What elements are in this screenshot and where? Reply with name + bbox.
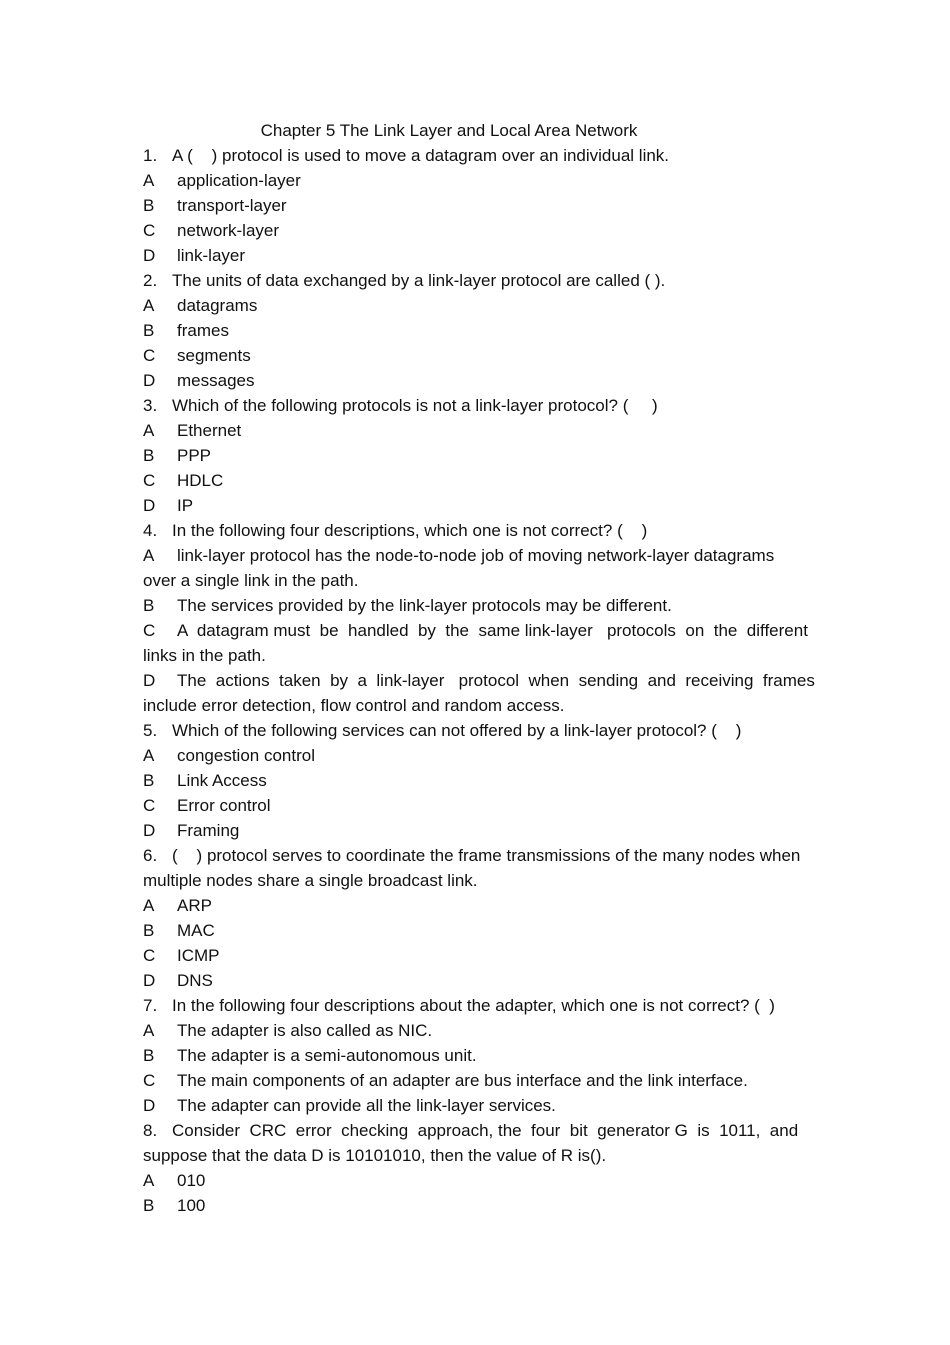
option-c bbox=[143, 793, 811, 818]
question-2 bbox=[143, 268, 811, 393]
question-text-continuation: suppose that the data D is 10101010, then the value of R is(). bbox=[143, 1146, 607, 1165]
question-text: In the following four descriptions, which one is not correct? ( ) bbox=[172, 521, 648, 540]
option-a bbox=[143, 893, 811, 918]
option-letter: C bbox=[143, 221, 156, 240]
option-b bbox=[143, 768, 811, 793]
option-text: congestion control bbox=[177, 746, 315, 765]
option-c bbox=[143, 343, 811, 368]
option-b bbox=[143, 918, 811, 943]
option-d bbox=[143, 493, 811, 518]
question-4 bbox=[143, 518, 815, 718]
option-a bbox=[143, 418, 811, 443]
question-text: In the following four descriptions about the adapter, which one is not correct? ( ) bbox=[172, 996, 775, 1015]
option-a bbox=[143, 1018, 811, 1043]
question-number: 4. bbox=[143, 521, 158, 540]
option-letter: D bbox=[143, 496, 156, 515]
option-c bbox=[143, 618, 811, 643]
question-3 bbox=[143, 393, 811, 518]
question-7 bbox=[143, 993, 811, 1118]
option-letter: B bbox=[143, 1196, 155, 1215]
question-number: 6. bbox=[143, 846, 158, 865]
option-text: The adapter can provide all the link-layer services. bbox=[177, 1096, 556, 1115]
question-list bbox=[143, 143, 815, 1218]
option-letter: D bbox=[143, 971, 156, 990]
option-text: A datagram must be handled by the same link-layer protocols on the different bbox=[177, 621, 808, 640]
option-letter: A bbox=[143, 1171, 155, 1190]
question-text: Which of the following protocols is not a link-layer protocol? ( ) bbox=[172, 396, 658, 415]
option-d bbox=[143, 668, 815, 693]
document-page bbox=[143, 118, 815, 1218]
option-text-continuation: include error detection, flow control and random access. bbox=[143, 696, 565, 715]
option-text: messages bbox=[177, 371, 255, 390]
question-number: 8. bbox=[143, 1121, 158, 1140]
question-stem bbox=[143, 268, 811, 293]
option-text: Error control bbox=[177, 796, 271, 815]
option-text: Link Access bbox=[177, 771, 267, 790]
question-number: 5. bbox=[143, 721, 158, 740]
option-letter: A bbox=[143, 421, 155, 440]
option-text: The adapter is a semi-autonomous unit. bbox=[177, 1046, 477, 1065]
option-letter: A bbox=[143, 296, 155, 315]
option-b bbox=[143, 193, 811, 218]
question-text: A ( ) protocol is used to move a datagram over an individual link. bbox=[172, 146, 670, 165]
question-stem bbox=[143, 843, 811, 868]
option-text: The actions taken by a link-layer protocol when sending and receiving frames bbox=[177, 671, 815, 690]
option-text: HDLC bbox=[177, 471, 224, 490]
option-c bbox=[143, 1068, 811, 1093]
question-number: 7. bbox=[143, 996, 158, 1015]
question-text-continuation: multiple nodes share a single broadcast link. bbox=[143, 871, 478, 890]
option-text: application-layer bbox=[177, 171, 301, 190]
option-text: PPP bbox=[177, 446, 212, 465]
question-text: Which of the following services can not offered by a link-layer protocol? ( ) bbox=[172, 721, 742, 740]
option-text: IP bbox=[177, 496, 194, 515]
option-text: The services provided by the link-layer protocols may be different. bbox=[177, 596, 672, 615]
option-letter: C bbox=[143, 1071, 156, 1090]
question-5 bbox=[143, 718, 811, 843]
option-text-continuation: links in the path. bbox=[143, 646, 266, 665]
option-text: transport-layer bbox=[177, 196, 287, 215]
option-letter: D bbox=[143, 246, 156, 265]
option-letter: C bbox=[143, 796, 156, 815]
option-d bbox=[143, 243, 811, 268]
option-text: segments bbox=[177, 346, 251, 365]
option-letter: D bbox=[143, 1096, 156, 1115]
question-stem bbox=[143, 143, 811, 168]
option-letter: D bbox=[143, 371, 156, 390]
option-c bbox=[143, 943, 811, 968]
option-letter: D bbox=[143, 821, 156, 840]
question-1 bbox=[143, 143, 811, 268]
option-letter: C bbox=[143, 621, 156, 640]
question-text: Consider CRC error checking approach, the four bit generator G is 1011, and bbox=[172, 1121, 799, 1140]
option-text: DNS bbox=[177, 971, 213, 990]
option-c bbox=[143, 218, 811, 243]
option-a bbox=[143, 168, 811, 193]
option-text: ARP bbox=[177, 896, 212, 915]
option-a bbox=[143, 543, 811, 568]
option-text: link-layer protocol has the node-to-node job of moving network-layer datagrams bbox=[177, 546, 775, 565]
option-d bbox=[143, 1093, 811, 1118]
option-text: The main components of an adapter are bus interface and the link interface. bbox=[177, 1071, 748, 1090]
option-letter: B bbox=[143, 921, 155, 940]
page-title: Chapter 5 The Link Layer and Local Area Network bbox=[260, 121, 638, 140]
option-letter: D bbox=[143, 671, 156, 690]
option-letter: A bbox=[143, 171, 155, 190]
option-letter: A bbox=[143, 896, 155, 915]
question-8 bbox=[143, 1118, 811, 1218]
question-number: 2. bbox=[143, 271, 158, 290]
option-text-continuation: over a single link in the path. bbox=[143, 571, 359, 590]
option-text: 010 bbox=[177, 1171, 206, 1190]
option-b bbox=[143, 318, 811, 343]
option-a bbox=[143, 293, 811, 318]
option-letter: B bbox=[143, 321, 155, 340]
option-d bbox=[143, 968, 811, 993]
question-6 bbox=[143, 843, 811, 993]
option-letter: C bbox=[143, 471, 156, 490]
question-text: The units of data exchanged by a link-layer protocol are called ( ). bbox=[172, 271, 666, 290]
option-text: Framing bbox=[177, 821, 240, 840]
option-text: link-layer bbox=[177, 246, 246, 265]
question-number: 3. bbox=[143, 396, 158, 415]
option-a bbox=[143, 743, 811, 768]
question-number: 1. bbox=[143, 146, 158, 165]
question-stem bbox=[143, 393, 811, 418]
option-b bbox=[143, 443, 811, 468]
option-letter: B bbox=[143, 771, 155, 790]
option-text: datagrams bbox=[177, 296, 258, 315]
option-letter: C bbox=[143, 946, 156, 965]
option-d bbox=[143, 818, 811, 843]
option-text: frames bbox=[177, 321, 229, 340]
option-text: Ethernet bbox=[177, 421, 242, 440]
option-text: 100 bbox=[177, 1196, 206, 1215]
option-c bbox=[143, 468, 811, 493]
option-letter: A bbox=[143, 546, 155, 565]
option-letter: B bbox=[143, 1046, 155, 1065]
question-stem bbox=[143, 518, 811, 543]
option-b bbox=[143, 1043, 811, 1068]
option-a bbox=[143, 1168, 811, 1193]
option-letter: A bbox=[143, 746, 155, 765]
option-text: The adapter is also called as NIC. bbox=[177, 1021, 433, 1040]
question-stem bbox=[143, 1118, 811, 1143]
question-stem bbox=[143, 993, 811, 1018]
option-d bbox=[143, 368, 811, 393]
option-letter: A bbox=[143, 1021, 155, 1040]
question-text: ( ) protocol serves to coordinate the frame transmissions of the many nodes when bbox=[172, 846, 801, 865]
option-text: MAC bbox=[177, 921, 215, 940]
option-letter: B bbox=[143, 196, 155, 215]
option-b bbox=[143, 1193, 811, 1218]
option-letter: B bbox=[143, 446, 155, 465]
option-letter: C bbox=[143, 346, 156, 365]
option-letter: B bbox=[143, 596, 155, 615]
question-stem bbox=[143, 718, 811, 743]
option-text: network-layer bbox=[177, 221, 280, 240]
option-b bbox=[143, 593, 811, 618]
option-text: ICMP bbox=[177, 946, 220, 965]
